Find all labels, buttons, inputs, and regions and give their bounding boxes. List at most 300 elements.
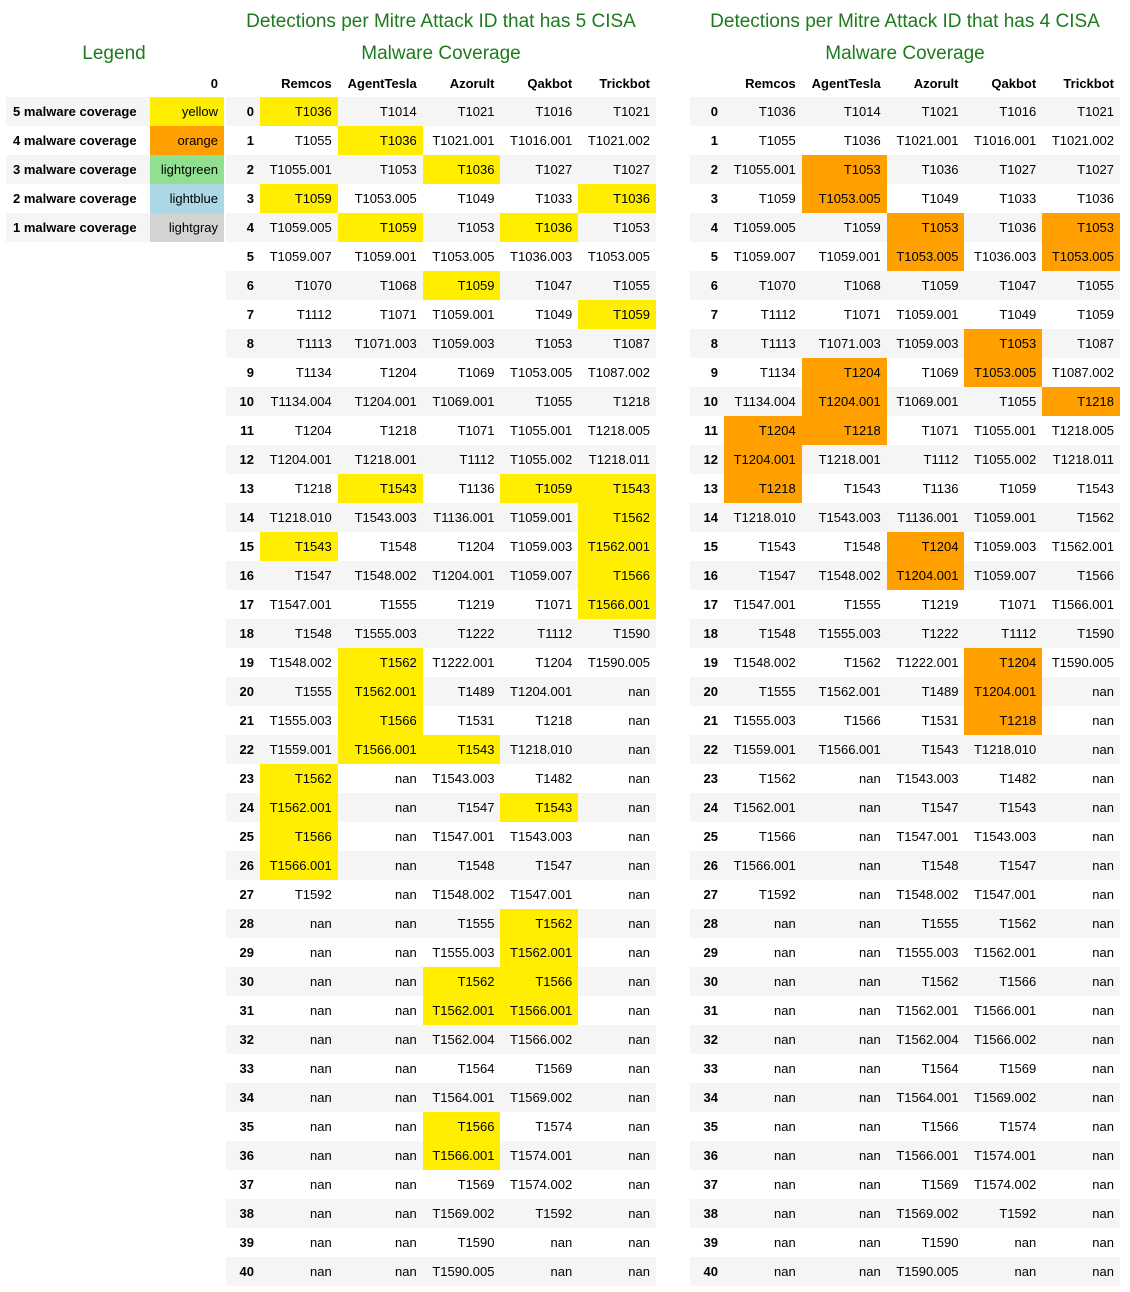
technique-cell: T1036: [260, 97, 338, 126]
technique-cell: nan: [628, 829, 650, 844]
technique-cell: T1566.001: [423, 1141, 501, 1170]
technique-cell: T1548.002: [354, 568, 417, 583]
row-index: 29: [239, 945, 254, 960]
technique-cell: T1548: [758, 626, 796, 641]
technique-cell: T1547: [535, 858, 573, 873]
technique-cell: nan: [395, 974, 417, 989]
technique-cell: nan: [395, 858, 417, 873]
technique-cell: nan: [550, 1235, 573, 1250]
technique-cell: nan: [859, 1235, 881, 1250]
technique-cell: nan: [628, 1264, 650, 1279]
table-row: [690, 155, 1120, 184]
technique-cell: T1562.001: [974, 945, 1037, 960]
technique-cell: T1136.001: [897, 510, 959, 525]
technique-cell: T1574.001: [510, 1148, 573, 1163]
technique-cell: T1071: [457, 423, 495, 438]
row-index: 39: [703, 1235, 718, 1250]
table-row: [690, 445, 1120, 474]
technique-cell: T1562: [578, 503, 656, 532]
table-row: [226, 909, 656, 938]
technique-cell: T1564.001: [432, 1090, 495, 1105]
technique-cell: T1592: [758, 887, 796, 902]
technique-cell: T1543: [578, 474, 656, 503]
row-index: 11: [240, 423, 254, 438]
technique-cell: T1059.007: [733, 249, 796, 264]
technique-cell: T1531: [457, 713, 495, 728]
technique-cell: nan: [628, 887, 650, 902]
technique-cell: nan: [859, 974, 881, 989]
technique-cell: nan: [1092, 858, 1114, 873]
technique-cell: T1204.001: [802, 387, 887, 416]
technique-cell: T1134.004: [734, 394, 796, 409]
row-index: 17: [239, 597, 254, 612]
technique-cell: T1564.001: [896, 1090, 959, 1105]
technique-cell: T1053: [613, 220, 650, 235]
technique-cell: T1059: [500, 474, 578, 503]
technique-cell: T1566: [423, 1112, 501, 1141]
legend-row: [6, 97, 224, 126]
technique-cell: nan: [774, 1264, 796, 1279]
technique-cell: T1218.011: [1052, 452, 1114, 467]
technique-cell: T1547.001: [733, 597, 796, 612]
technique-cell: T1562.001: [500, 938, 578, 967]
technique-cell: nan: [628, 771, 650, 786]
technique-cell: nan: [628, 1003, 650, 1018]
technique-cell: T1566.001: [1051, 597, 1114, 612]
table-row: [226, 1141, 656, 1170]
row-index: 9: [710, 365, 718, 380]
technique-cell: T1562.001: [578, 532, 656, 561]
index-header: [690, 69, 724, 97]
table-row: [690, 387, 1120, 416]
technique-cell: T1071: [999, 597, 1037, 612]
technique-cell: T1071: [379, 307, 417, 322]
technique-cell: nan: [395, 1119, 417, 1134]
technique-cell: nan: [550, 1264, 573, 1279]
legend-table: [6, 69, 224, 242]
technique-cell: T1047: [999, 278, 1037, 293]
table-row: [226, 387, 656, 416]
row-index: 12: [703, 452, 718, 467]
technique-cell: T1204: [535, 655, 573, 670]
technique-cell: nan: [310, 945, 332, 960]
legend-color-swatch: yellow: [150, 97, 224, 126]
technique-cell: nan: [628, 1061, 650, 1076]
row-index: 36: [703, 1148, 718, 1163]
legend-index-header: [6, 69, 150, 97]
technique-cell: T1566.001: [974, 1003, 1037, 1018]
row-index: 17: [703, 597, 718, 612]
technique-cell: T1059: [578, 300, 656, 329]
technique-cell: T1543: [758, 539, 796, 554]
technique-cell: nan: [628, 945, 650, 960]
table-row: [226, 445, 656, 474]
technique-cell: T1574.001: [974, 1148, 1037, 1163]
technique-cell: T1049: [921, 191, 959, 206]
row-index: 26: [239, 858, 254, 873]
technique-cell: T1543.003: [510, 829, 573, 844]
technique-cell: T1543.003: [896, 771, 959, 786]
legend-color-swatch: orange: [150, 126, 224, 155]
row-index: 19: [239, 655, 254, 670]
technique-cell: T1204: [294, 423, 332, 438]
technique-cell: T1218: [724, 474, 802, 503]
technique-cell: T1547: [294, 568, 332, 583]
technique-cell: nan: [310, 1235, 332, 1250]
technique-cell: T1218.010: [269, 510, 332, 525]
technique-cell: nan: [859, 1264, 881, 1279]
technique-cell: T1543.003: [818, 510, 881, 525]
technique-cell: nan: [859, 1032, 881, 1047]
technique-cell: T1590: [1077, 626, 1114, 641]
technique-cell: T1036: [999, 220, 1037, 235]
table-row: [690, 416, 1120, 445]
row-index: 8: [246, 336, 254, 351]
table-row: [226, 822, 656, 851]
technique-cell: T1204: [887, 532, 965, 561]
row-index: 1: [246, 133, 254, 148]
table-row: [690, 851, 1120, 880]
technique-cell: T1036: [578, 184, 656, 213]
technique-cell: nan: [628, 1177, 650, 1192]
table-row: [690, 880, 1120, 909]
technique-cell: T1555.003: [733, 713, 796, 728]
technique-cell: T1087.002: [1051, 365, 1114, 380]
row-index: 0: [710, 104, 718, 119]
technique-cell: nan: [628, 1148, 650, 1163]
table-row: [226, 474, 656, 503]
table5-caption: Detections per Mitre Attack ID that has 5 CISA Malware Coverage: [246, 11, 636, 64]
table-row: [690, 184, 1120, 213]
technique-cell: T1555.003: [432, 945, 495, 960]
technique-cell: T1590.005: [432, 1264, 495, 1279]
technique-cell: T1055.002: [510, 452, 573, 467]
table-row: [690, 358, 1120, 387]
technique-cell: T1566.001: [818, 742, 881, 757]
technique-cell: T1566: [921, 1119, 959, 1134]
technique-cell: T1087.002: [587, 365, 650, 380]
technique-cell: T1136: [922, 481, 959, 496]
technique-cell: T1562.001: [818, 684, 881, 699]
technique-cell: T1055.001: [733, 162, 796, 177]
technique-cell: T1036.003: [510, 249, 573, 264]
row-index: 40: [239, 1264, 254, 1279]
technique-cell: T1055: [294, 133, 332, 148]
technique-cell: T1069.001: [896, 394, 959, 409]
technique-cell: T1562.004: [432, 1032, 495, 1047]
technique-cell: T1204.001: [887, 561, 965, 590]
table-row: [226, 126, 656, 155]
technique-cell: T1222: [921, 626, 959, 641]
technique-cell: T1059.003: [974, 539, 1037, 554]
technique-cell: T1218.001: [354, 452, 417, 467]
row-index: 3: [246, 191, 254, 206]
technique-cell: T1021.002: [1051, 133, 1114, 148]
technique-cell: T1055: [999, 394, 1037, 409]
technique-cell: T1053: [535, 336, 573, 351]
technique-cell: nan: [310, 1090, 332, 1105]
row-index: 31: [703, 1003, 718, 1018]
row-index: 18: [239, 626, 254, 641]
technique-cell: T1113: [296, 336, 332, 351]
technique-cell: T1555.003: [818, 626, 881, 641]
technique-cell: nan: [774, 1206, 796, 1221]
technique-cell: T1574: [999, 1119, 1037, 1134]
technique-cell: nan: [1092, 1264, 1114, 1279]
technique-cell: T1219: [921, 597, 959, 612]
technique-cell: T1070: [758, 278, 796, 293]
row-index: 14: [703, 510, 718, 525]
column-header-azorult: Azorult: [913, 75, 959, 91]
table-row: [690, 648, 1120, 677]
table-row: [690, 1083, 1120, 1112]
legend-header-row: [6, 69, 224, 97]
row-index: 24: [703, 800, 718, 815]
coverage-4-table: [690, 69, 1120, 1286]
legend-color-swatch: lightblue: [150, 184, 224, 213]
technique-cell: T1053: [964, 329, 1042, 358]
technique-cell: T1569: [921, 1177, 959, 1192]
technique-cell: T1059.001: [974, 510, 1037, 525]
column-header-qakbot: Qakbot: [991, 75, 1037, 91]
table-row: [690, 329, 1120, 358]
technique-cell: T1204.001: [724, 445, 802, 474]
technique-cell: T1036: [1077, 191, 1114, 206]
technique-cell: T1055.002: [974, 452, 1037, 467]
technique-cell: T1071: [921, 423, 959, 438]
technique-cell: nan: [774, 1032, 796, 1047]
technique-cell: nan: [1092, 887, 1114, 902]
technique-cell: T1543: [338, 474, 423, 503]
table-row: [690, 126, 1120, 155]
legend-label: 1 malware coverage: [13, 220, 137, 235]
table-row: [226, 358, 656, 387]
row-index: 23: [703, 771, 718, 786]
technique-cell: T1055: [613, 278, 650, 293]
table-row: [690, 822, 1120, 851]
technique-cell: T1218.011: [588, 452, 650, 467]
technique-cell: T1059.005: [269, 220, 332, 235]
table-row: [690, 1228, 1120, 1257]
technique-cell: nan: [774, 945, 796, 960]
column-header-trickbot: Trickbot: [599, 75, 650, 91]
technique-cell: T1592: [294, 887, 332, 902]
technique-cell: T1566.001: [896, 1148, 959, 1163]
technique-cell: nan: [859, 771, 881, 786]
row-index: 9: [246, 365, 254, 380]
technique-cell: nan: [628, 916, 650, 931]
technique-cell: T1053.005: [432, 249, 495, 264]
technique-cell: nan: [1092, 974, 1114, 989]
table-row: [226, 97, 656, 126]
row-index: 2: [246, 162, 254, 177]
technique-cell: T1543: [260, 532, 338, 561]
technique-cell: T1049: [999, 307, 1037, 322]
row-index: 5: [246, 249, 254, 264]
technique-cell: nan: [395, 771, 417, 786]
row-index: 38: [703, 1206, 718, 1221]
technique-cell: T1222.001: [432, 655, 495, 670]
technique-cell: T1059: [999, 481, 1037, 496]
technique-cell: nan: [1092, 829, 1114, 844]
technique-cell: nan: [1014, 1264, 1037, 1279]
technique-cell: nan: [859, 945, 881, 960]
technique-cell: T1218: [379, 423, 417, 438]
technique-cell: T1574.002: [510, 1177, 573, 1192]
row-index: 20: [239, 684, 254, 699]
technique-cell: nan: [1092, 1148, 1114, 1163]
row-index: 35: [703, 1119, 718, 1134]
technique-cell: T1566.002: [510, 1032, 573, 1047]
technique-cell: T1566.001: [338, 735, 423, 764]
legend-row: [6, 126, 224, 155]
technique-cell: nan: [1092, 1206, 1114, 1221]
technique-cell: nan: [1092, 771, 1114, 786]
technique-cell: T1059.001: [432, 307, 495, 322]
table-row: [226, 416, 656, 445]
row-index: 23: [239, 771, 254, 786]
table-row: [690, 764, 1120, 793]
technique-cell: T1071: [843, 307, 881, 322]
technique-cell: T1566.001: [578, 590, 656, 619]
technique-cell: nan: [628, 1206, 650, 1221]
technique-cell: T1218.005: [1051, 423, 1114, 438]
technique-cell: T1590.005: [1051, 655, 1114, 670]
technique-cell: T1087: [1077, 336, 1114, 351]
technique-cell: T1059.001: [510, 510, 573, 525]
row-index: 6: [246, 278, 254, 293]
row-index: 30: [703, 974, 718, 989]
technique-cell: nan: [310, 916, 332, 931]
technique-cell: T1555: [379, 597, 417, 612]
technique-cell: nan: [1092, 945, 1114, 960]
table-row: [690, 271, 1120, 300]
technique-cell: T1112: [760, 307, 796, 322]
technique-cell: T1543: [921, 742, 959, 757]
technique-cell: T1070: [294, 278, 332, 293]
technique-cell: T1566: [500, 967, 578, 996]
technique-cell: T1036: [758, 104, 796, 119]
technique-cell: nan: [774, 1119, 796, 1134]
technique-cell: T1590: [457, 1235, 495, 1250]
row-index: 39: [239, 1235, 254, 1250]
technique-cell: T1027: [613, 162, 650, 177]
technique-cell: T1543: [500, 793, 578, 822]
technique-cell: T1562.001: [338, 677, 423, 706]
technique-cell: T1547: [921, 800, 959, 815]
technique-cell: T1566.001: [260, 851, 338, 880]
table-row: [690, 590, 1120, 619]
row-index: 37: [239, 1177, 254, 1192]
technique-cell: nan: [1092, 684, 1114, 699]
technique-cell: T1136.001: [433, 510, 495, 525]
technique-cell: T1014: [379, 104, 417, 119]
technique-cell: T1222.001: [896, 655, 959, 670]
technique-cell: T1053.005: [587, 249, 650, 264]
legend-row: [6, 213, 224, 242]
technique-cell: T1204: [724, 416, 802, 445]
technique-cell: nan: [1092, 1119, 1114, 1134]
technique-cell: T1016: [999, 104, 1037, 119]
row-index: 25: [703, 829, 718, 844]
technique-cell: T1021.002: [587, 133, 650, 148]
technique-cell: nan: [859, 887, 881, 902]
table-row: [226, 706, 656, 735]
technique-cell: T1547.001: [974, 887, 1037, 902]
technique-cell: T1574.002: [974, 1177, 1037, 1192]
technique-cell: T1112: [537, 626, 573, 641]
technique-cell: T1218.001: [818, 452, 881, 467]
technique-cell: T1555.003: [896, 945, 959, 960]
table-row: [690, 1025, 1120, 1054]
technique-cell: T1027: [999, 162, 1037, 177]
technique-cell: T1053.005: [802, 184, 887, 213]
technique-cell: T1059: [758, 191, 796, 206]
technique-cell: nan: [395, 1090, 417, 1105]
table-row: [226, 1054, 656, 1083]
legend-row: [6, 184, 224, 213]
row-index: 31: [239, 1003, 254, 1018]
technique-cell: T1590: [613, 626, 650, 641]
technique-cell: T1218.010: [510, 742, 573, 757]
technique-cell: nan: [310, 1264, 332, 1279]
technique-cell: T1204: [802, 358, 887, 387]
technique-cell: T1548: [379, 539, 417, 554]
technique-cell: nan: [1092, 1003, 1114, 1018]
technique-cell: T1055.001: [974, 423, 1037, 438]
table-row: [226, 1199, 656, 1228]
table-row: [690, 793, 1120, 822]
technique-cell: T1590: [921, 1235, 959, 1250]
table4-caption: Detections per Mitre Attack ID that has 4 CISA Malware Coverage: [710, 11, 1100, 64]
technique-cell: T1562: [843, 655, 881, 670]
row-index: 15: [239, 539, 254, 554]
technique-cell: nan: [859, 829, 881, 844]
technique-cell: T1218.010: [733, 510, 796, 525]
technique-cell: nan: [774, 1177, 796, 1192]
technique-cell: T1543: [843, 481, 881, 496]
technique-cell: nan: [1014, 1235, 1037, 1250]
technique-cell: T1569.002: [510, 1090, 573, 1105]
technique-cell: nan: [774, 1235, 796, 1250]
technique-cell: T1548: [843, 539, 881, 554]
technique-cell: T1027: [535, 162, 573, 177]
technique-cell: T1590.005: [896, 1264, 959, 1279]
table-row: [690, 677, 1120, 706]
legend-column-header: 0: [210, 75, 218, 91]
technique-cell: T1566: [999, 974, 1037, 989]
technique-cell: T1059: [338, 213, 423, 242]
row-index: 18: [703, 626, 718, 641]
row-index: 4: [710, 220, 718, 235]
technique-cell: T1543.003: [354, 510, 417, 525]
technique-cell: T1547: [999, 858, 1037, 873]
technique-cell: T1053.005: [510, 365, 573, 380]
technique-cell: T1547.001: [510, 887, 573, 902]
row-index: 16: [239, 568, 254, 583]
technique-cell: nan: [395, 1177, 417, 1192]
row-index: 19: [703, 655, 718, 670]
row-index: 2: [710, 162, 718, 177]
table-row: [690, 938, 1120, 967]
technique-cell: nan: [1092, 1090, 1114, 1105]
technique-cell: T1482: [999, 771, 1037, 786]
column-header-remcos: Remcos: [281, 75, 332, 91]
technique-cell: T1059.005: [733, 220, 796, 235]
technique-cell: T1543.003: [974, 829, 1037, 844]
table-row: [690, 909, 1120, 938]
row-index: 8: [710, 336, 718, 351]
